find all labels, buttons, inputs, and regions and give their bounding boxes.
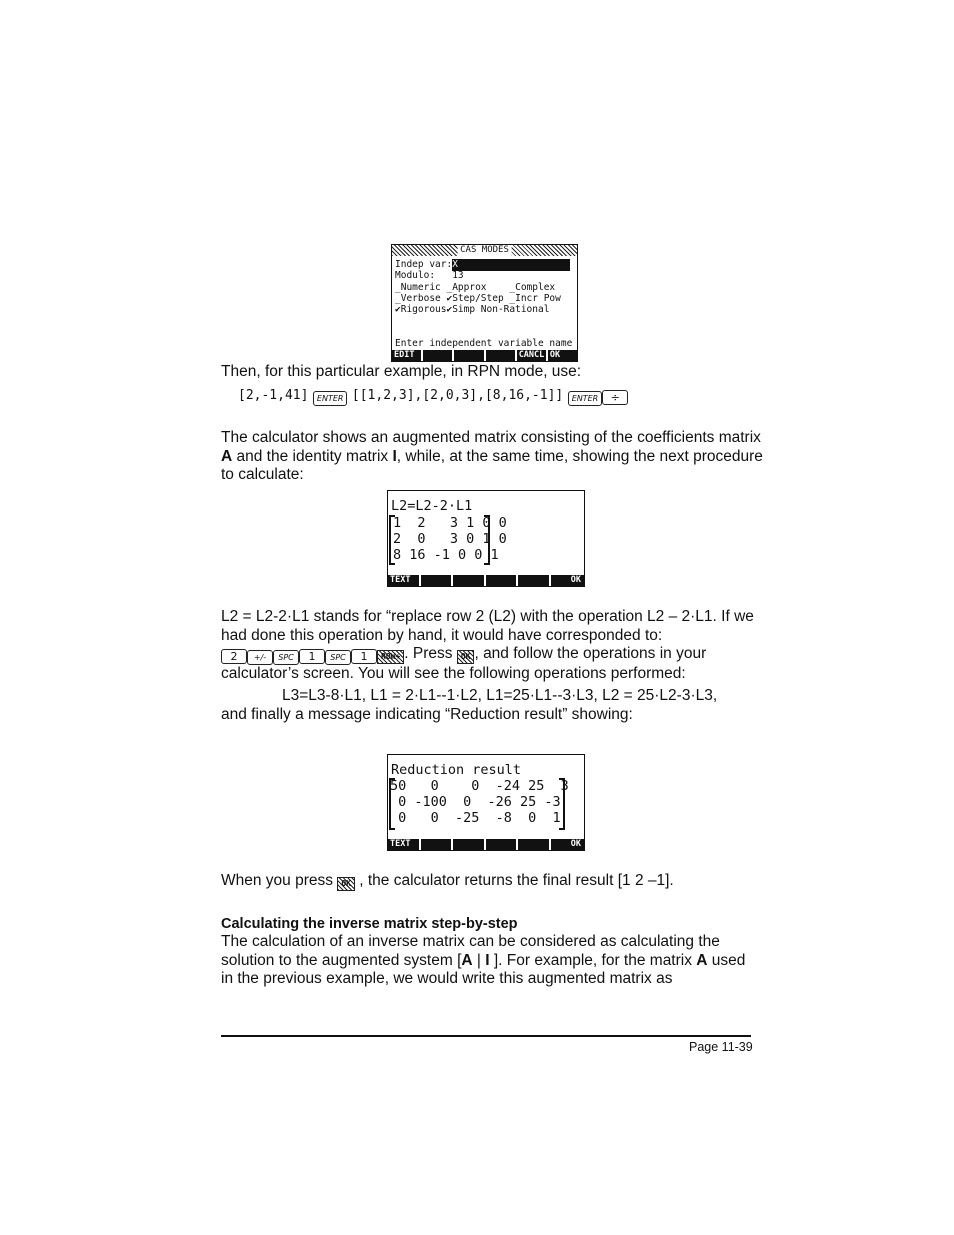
cas-line-help: Enter independent variable name: [395, 338, 573, 349]
para-line: The calculator shows an augmented matrix consisting of the coefficients matrix: [221, 429, 761, 446]
text-span: |: [472, 951, 486, 969]
operations-line: L3=L3-8·L1, L1 = 2·L1--1·L2, L1=25·L1--3·L3, L2 = 25·L2-3·L3,: [282, 687, 718, 704]
bold-i: I: [392, 447, 397, 465]
cas-line-modulo: Modulo: 13: [395, 270, 464, 281]
matrix-row: 8 16 -1 0 0 1: [393, 547, 499, 563]
softkey-text: TEXT: [388, 575, 419, 586]
space-key-icon: SPC: [273, 650, 299, 665]
cas-modes-header: CAS MODES: [392, 245, 577, 256]
step-title: L2=L2-2·L1: [391, 498, 473, 514]
text-span: , the calculator returns the final result [1 2 –1].: [354, 872, 674, 889]
step-softkeys: [388, 575, 584, 586]
bold-a: A: [461, 951, 473, 969]
matrix-step-screenshot: [387, 490, 585, 587]
result-softkeys: [388, 839, 584, 850]
para-line: to calculate:: [221, 466, 304, 483]
text-span: , while, at the same time, showing the next procedure: [396, 447, 763, 465]
text-span: . Press: [404, 645, 457, 662]
cas-line-numeric: _Numeric _Approx _Complex: [395, 282, 556, 293]
two-key-icon: 2: [221, 649, 247, 664]
indep-var-field: X: [452, 259, 570, 271]
cas-softkeys: [392, 350, 577, 361]
cas-line-verbose: _Verbose ✔Step/Step _Incr Pow: [395, 293, 561, 304]
softkey-cancel: CANCL: [518, 350, 545, 360]
enter-key-icon: ENTER: [568, 391, 603, 406]
section-heading: Calculating the inverse matrix step-by-step: [221, 916, 518, 932]
page-number: Page 11-39: [689, 1040, 753, 1054]
matrix-row: 0 -100 0 -26 25 -3: [390, 794, 561, 810]
para-line: [221, 952, 761, 971]
softkey-edit: EDIT: [392, 350, 421, 361]
para-line: in the previous example, we would write this augmented matrix as: [221, 970, 673, 987]
ok-softkey-icon: OK: [457, 650, 475, 664]
softkey-text: TEXT: [388, 839, 419, 850]
softkey-ok: OK: [551, 575, 585, 586]
softkey-blank: [454, 350, 483, 361]
para-line: had done this operation by hand, it would have corresponded to:: [221, 626, 663, 644]
softkey-blank: [423, 350, 452, 361]
reduction-paragraph: and finally a message indicating “Reduction result” showing:: [221, 706, 633, 723]
para-line-keys: [221, 645, 761, 665]
one-key-icon: 1: [351, 649, 377, 664]
intro-paragraph: Then, for this particular example, in RPN mode, use:: [221, 363, 582, 380]
bold-a: A: [696, 951, 708, 969]
para-line: [221, 448, 761, 467]
cas-modes-screenshot: [391, 244, 578, 362]
cas-line-indep: Indep var:X: [395, 259, 570, 271]
rpn-keystrokes: [238, 386, 628, 406]
explanation-paragraph: [221, 608, 761, 684]
softkey-ok: OK: [551, 839, 585, 850]
softkey-ok: OK: [548, 350, 577, 361]
matrix-row: 50 0 0 -24 25 3: [390, 778, 569, 794]
text-span: and the identity matrix: [232, 447, 393, 465]
bold-a: A: [221, 447, 233, 465]
softkey-blank: [486, 350, 515, 361]
matrix-row: 2 0 3 0 1 0: [393, 531, 507, 547]
vector-entry: [2,-1,41]: [238, 388, 309, 403]
right-bracket: [484, 515, 490, 565]
result-title: Reduction result: [391, 762, 522, 778]
inverse-paragraph: [221, 933, 761, 989]
divide-key-icon: ÷: [602, 390, 628, 405]
footer-rule: [221, 1035, 751, 1037]
softkey-blank: [453, 839, 484, 850]
softkey-blank: [421, 575, 452, 586]
para-line: calculator’s screen. You will see the following operations performed:: [221, 665, 686, 682]
row-plus-softkey-icon: ROW+: [377, 650, 404, 664]
enter-key-icon: ENTER: [313, 391, 348, 406]
softkey-blank: [518, 839, 549, 850]
text-span: ]. For example, for the matrix: [489, 951, 697, 969]
cas-line-rigorous: ✔Rigorous✔Simp Non-Rational: [395, 304, 550, 315]
matrix-row: 1 2 3 1 0 0: [393, 515, 507, 531]
ok-softkey-icon: OK: [337, 877, 355, 891]
right-bracket: [559, 778, 565, 830]
para-line: The calculation of an inverse matrix can be considered as calculating the: [221, 933, 720, 950]
bold-i: I: [485, 951, 490, 969]
matrix-entry: [[1,2,3],[2,0,3],[8,16,-1]]: [351, 388, 564, 403]
augmented-paragraph: [221, 429, 761, 485]
softkey-blank: [486, 839, 517, 850]
softkey-blank: [421, 839, 452, 850]
text-span: When you press: [221, 872, 338, 889]
softkey-blank: [518, 575, 549, 586]
sign-key-icon: +/-: [247, 650, 273, 665]
matrix-row: 0 0 -25 -8 0 1: [390, 810, 561, 826]
space-key-icon: SPC: [325, 650, 351, 665]
text-span: , and follow the operations in your: [474, 645, 707, 662]
softkey-blank: [486, 575, 517, 586]
softkey-blank: [453, 575, 484, 586]
text-span: used: [707, 951, 746, 969]
para-line: L2 = L2-2·L1 stands for “replace row 2 (L2) with the operation L2 – 2·L1. If we: [221, 608, 754, 625]
reduction-result-screenshot: [387, 754, 585, 851]
final-result-paragraph: [221, 872, 761, 891]
one-key-icon: 1: [299, 649, 325, 664]
text-span: solution to the augmented system [: [221, 951, 462, 969]
